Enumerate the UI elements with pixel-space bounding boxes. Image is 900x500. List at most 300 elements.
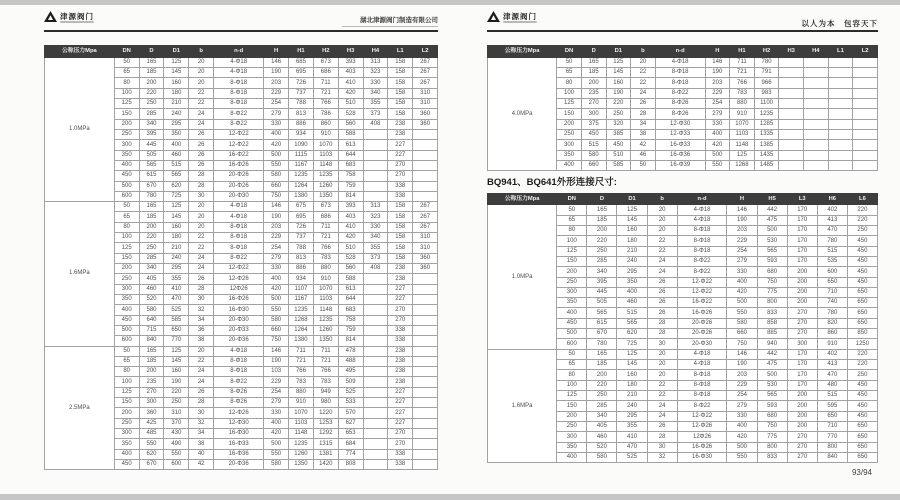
cell: 170	[787, 360, 817, 370]
column-header: H5	[757, 193, 787, 205]
cell: 103	[264, 367, 289, 377]
cell: 330	[705, 119, 730, 129]
cell: 200	[114, 408, 139, 418]
cell: 565	[617, 318, 647, 328]
cell: 758	[338, 171, 363, 181]
cell: 613	[338, 284, 363, 294]
cell: 270	[787, 329, 817, 339]
cell: 200	[557, 411, 587, 421]
cell: 1264	[289, 325, 314, 335]
cell: 505	[587, 298, 617, 308]
cell: 350	[114, 150, 139, 160]
cell: 1070	[313, 284, 338, 294]
cell: 726	[289, 222, 314, 232]
cell: 300	[557, 287, 587, 297]
cell: 400	[264, 129, 289, 139]
cell: 300	[139, 398, 164, 408]
cell: 279	[705, 109, 730, 119]
cell: 150	[114, 253, 139, 263]
cell	[363, 181, 388, 191]
cell: 373	[363, 109, 388, 119]
column-header: H2	[754, 46, 779, 58]
column-header: 公称压力Mpa	[45, 46, 115, 58]
cell: 22	[647, 380, 677, 390]
cell: 20	[189, 346, 214, 356]
cell: 229	[264, 233, 289, 243]
cell: 525	[617, 452, 647, 462]
cell: 8-Φ26	[214, 387, 264, 397]
cell: 613	[338, 140, 363, 150]
cell: 330	[264, 119, 289, 129]
cell: 100	[557, 236, 587, 246]
cell: 1115	[289, 150, 314, 160]
cell	[853, 57, 878, 67]
cell	[828, 150, 853, 160]
cell: 158	[388, 99, 413, 109]
cell: 20	[647, 215, 677, 225]
cell: 450	[847, 390, 877, 400]
cell: 650	[847, 308, 877, 318]
cell: 721	[313, 233, 338, 243]
cell	[804, 99, 829, 109]
mountain-logo-icon	[44, 9, 57, 27]
cell: 400	[557, 160, 582, 170]
cell: 8-Φ18	[214, 367, 264, 377]
cell: 886	[289, 119, 314, 129]
cell: 250	[557, 129, 582, 139]
cell: 1350	[289, 459, 314, 469]
cell: 530	[757, 380, 787, 390]
cell: 450	[114, 171, 139, 181]
cell: 860	[817, 329, 847, 339]
cell: 203	[727, 225, 757, 235]
cell: 450	[114, 459, 139, 469]
cell: 80	[114, 222, 139, 232]
cell: 180	[617, 380, 647, 390]
cell: 510	[338, 243, 363, 253]
cell: 711	[313, 78, 338, 88]
cell: 125	[114, 387, 139, 397]
cell	[363, 325, 388, 335]
cell: 775	[757, 432, 787, 442]
cell	[828, 57, 853, 67]
cell: 338	[388, 459, 413, 469]
cell: 170	[787, 370, 817, 380]
cell: 38	[189, 336, 214, 346]
cell: 200	[787, 298, 817, 308]
cell: 220	[847, 349, 877, 359]
cell: 12Φ26	[214, 284, 264, 294]
cell: 640	[139, 315, 164, 325]
company-name: 湖北津源阀门制造有限公司	[360, 17, 438, 24]
cell: 385	[606, 129, 631, 139]
cell	[363, 418, 388, 428]
column-header: D	[587, 193, 617, 205]
cell: 4-Φ18	[677, 349, 727, 359]
cell	[779, 68, 804, 78]
cell: 170	[787, 236, 817, 246]
cell: 533	[338, 398, 363, 408]
cell	[828, 109, 853, 119]
cell: 310	[413, 88, 438, 98]
cell: 673	[313, 57, 338, 67]
cell: 442	[757, 205, 787, 215]
cell: 350	[164, 129, 189, 139]
cell: 200	[587, 370, 617, 380]
cell: 250	[139, 99, 164, 109]
header-row	[45, 46, 438, 58]
cell: 26	[189, 160, 214, 170]
header-row	[488, 46, 878, 58]
cell: 270	[388, 160, 413, 170]
cell: 726	[289, 78, 314, 88]
cell: 250	[114, 274, 139, 284]
cell: 330	[727, 411, 757, 421]
cell: 570	[338, 408, 363, 418]
cell: 165	[587, 205, 617, 215]
cell: 500	[757, 370, 787, 380]
cell: 1350	[313, 191, 338, 201]
cell: 500	[727, 298, 757, 308]
cell: 800	[817, 442, 847, 452]
cell: 12-Φ22	[677, 287, 727, 297]
cell: 355	[363, 99, 388, 109]
cell: 254	[705, 99, 730, 109]
cell: 408	[363, 119, 388, 129]
cell: 158	[388, 57, 413, 67]
cell: 650	[817, 277, 847, 287]
cell: 50	[114, 202, 139, 212]
cell: 410	[617, 432, 647, 442]
bq941-bq641-dimension-table	[487, 193, 878, 464]
cell: 711	[313, 222, 338, 232]
cell: 20-Φ30	[214, 315, 264, 325]
cell: 650	[847, 318, 877, 328]
cell: 200	[787, 411, 817, 421]
cell	[413, 315, 438, 325]
cell: 250	[606, 109, 631, 119]
cell: 160	[164, 367, 189, 377]
cell: 146	[727, 349, 757, 359]
cell	[413, 356, 438, 366]
cell: 759	[338, 325, 363, 335]
cell: 1264	[289, 181, 314, 191]
cell	[363, 408, 388, 418]
cell: 24	[189, 367, 214, 377]
cell: 780	[754, 57, 779, 67]
cell: 910	[313, 129, 338, 139]
cell: 650	[847, 432, 877, 442]
cell: 20-Φ26	[677, 329, 727, 339]
cell: 460	[164, 150, 189, 160]
cell: 340	[587, 267, 617, 277]
cell: 403	[338, 68, 363, 78]
cell: 254	[727, 390, 757, 400]
cell	[363, 274, 388, 284]
table-row	[488, 349, 878, 359]
cell: 26	[189, 129, 214, 139]
cell: 910	[313, 274, 338, 284]
cell: 160	[617, 370, 647, 380]
cell: 840	[817, 452, 847, 462]
cell: 475	[757, 360, 787, 370]
cell: 420	[705, 140, 730, 150]
cell: 710	[817, 421, 847, 431]
cell	[853, 109, 878, 119]
cell: 12Φ26	[677, 432, 727, 442]
cell: 515	[817, 390, 847, 400]
cell	[363, 459, 388, 469]
column-header: D1	[164, 46, 189, 58]
cell: 20-Φ33	[214, 325, 264, 335]
cell: 180	[617, 236, 647, 246]
cell: 510	[606, 150, 631, 160]
cell: 28	[189, 181, 214, 191]
cell: 1070	[730, 119, 755, 129]
cell: 1235	[313, 315, 338, 325]
cell: 1292	[313, 429, 338, 439]
cell: 310	[413, 233, 438, 243]
cell: 125	[606, 57, 631, 67]
table-row	[45, 346, 438, 356]
cell: 8-Φ18	[214, 243, 264, 253]
cell	[363, 140, 388, 150]
cell: 450	[847, 267, 877, 277]
cell: 20	[189, 78, 214, 88]
cell: 146	[264, 202, 289, 212]
cell: 750	[757, 277, 787, 287]
cell: 150	[114, 109, 139, 119]
cell: 395	[139, 129, 164, 139]
cell: 650	[847, 442, 877, 452]
cell: 22	[647, 246, 677, 256]
cell: 285	[139, 109, 164, 119]
cell	[363, 150, 388, 160]
cell: 270	[787, 442, 817, 452]
cell: 338	[388, 181, 413, 191]
cell: 270	[787, 432, 817, 442]
cell: 22	[189, 243, 214, 253]
cell: 220	[139, 88, 164, 98]
cell: 880	[289, 387, 314, 397]
cell: 8-Φ18	[214, 99, 264, 109]
cell: 660	[264, 325, 289, 335]
cell: 500	[557, 329, 587, 339]
cell: 505	[139, 150, 164, 160]
cell: 16-Φ30	[677, 452, 727, 462]
cell: 190	[705, 68, 730, 78]
cell: 270	[139, 387, 164, 397]
cell: 227	[388, 150, 413, 160]
cell	[804, 109, 829, 119]
cell: 783	[289, 377, 314, 387]
cell: 279	[727, 256, 757, 266]
cell: 20-Φ26	[214, 181, 264, 191]
cell: 450	[847, 277, 877, 287]
cell: 200	[114, 264, 139, 274]
cell: 65	[114, 212, 139, 222]
cell: 1381	[313, 449, 338, 459]
cell: 660	[581, 160, 606, 170]
cell: 20-Φ26	[677, 318, 727, 328]
cell: 145	[617, 360, 647, 370]
cell	[413, 418, 438, 428]
cell: 150	[557, 109, 582, 119]
cell: 190	[264, 212, 289, 222]
cell: 1268	[289, 315, 314, 325]
cell: 323	[363, 68, 388, 78]
cell: 8-Φ18	[214, 222, 264, 232]
cell: 160	[606, 78, 631, 88]
cell: 670	[139, 181, 164, 191]
cell: 1253	[313, 418, 338, 428]
cell: 833	[757, 308, 787, 318]
cell: 24	[189, 119, 214, 129]
cell: 20-Φ26	[214, 171, 264, 181]
cell: 560	[338, 264, 363, 274]
cell: 40	[189, 449, 214, 459]
cell: 515	[164, 160, 189, 170]
cell: 711	[313, 346, 338, 356]
cell: 30	[647, 339, 677, 349]
cell: 165	[139, 346, 164, 356]
section-heading: BQ941、BQ641外形连接尺寸:	[487, 177, 617, 189]
cell: 200	[139, 78, 164, 88]
cell: 250	[587, 390, 617, 400]
cell: 65	[557, 68, 582, 78]
cell	[779, 88, 804, 98]
cell: 185	[587, 360, 617, 370]
cell: 235	[139, 377, 164, 387]
cell: 520	[139, 294, 164, 304]
cell: 593	[757, 401, 787, 411]
cell: 158	[388, 88, 413, 98]
cell: 550	[164, 449, 189, 459]
cell: 509	[338, 377, 363, 387]
cell: 50	[114, 57, 139, 67]
cell: 980	[313, 398, 338, 408]
cell: 510	[338, 99, 363, 109]
cell: 36	[189, 325, 214, 335]
cell: 200	[787, 267, 817, 277]
cell: 350	[557, 150, 582, 160]
cell	[363, 315, 388, 325]
cell	[779, 150, 804, 160]
cell	[413, 284, 438, 294]
cell: 185	[139, 356, 164, 366]
cell: 1235	[313, 171, 338, 181]
cell: 373	[363, 253, 388, 263]
cell: 238	[388, 274, 413, 284]
cell: 229	[727, 380, 757, 390]
cell: 20	[647, 349, 677, 359]
cell: 250	[587, 246, 617, 256]
cell: 595	[817, 401, 847, 411]
cell: 165	[587, 349, 617, 359]
cell: 375	[581, 119, 606, 129]
cell: 12-Φ26	[677, 421, 727, 431]
cell: 565	[164, 171, 189, 181]
cell	[804, 140, 829, 150]
cell: 34	[189, 315, 214, 325]
slogan-text: 以人为本 包容天下	[801, 18, 878, 28]
cell: 450	[847, 380, 877, 390]
cell: 1485	[754, 160, 779, 170]
cell	[363, 336, 388, 346]
cell: 254	[264, 243, 289, 253]
cell: 478	[338, 346, 363, 356]
cell: 650	[847, 452, 877, 462]
cell: 279	[264, 109, 289, 119]
cell: 200	[139, 222, 164, 232]
cell: 338	[388, 336, 413, 346]
cell: 580	[264, 459, 289, 469]
cell: 20-Φ30	[214, 191, 264, 201]
cell: 26	[647, 298, 677, 308]
cell: 300	[581, 109, 606, 119]
cell: 125	[114, 243, 139, 253]
column-header: H1	[730, 46, 755, 58]
cell: 65	[557, 215, 587, 225]
cell: 8-Φ18	[214, 356, 264, 366]
cell: 26	[189, 140, 214, 150]
cell: 445	[587, 287, 617, 297]
cell: 400	[727, 421, 757, 431]
cell: 370	[164, 418, 189, 428]
cell: 200	[581, 78, 606, 88]
cell: 24	[647, 256, 677, 266]
cell: 627	[338, 418, 363, 428]
cell	[363, 305, 388, 315]
cell	[363, 191, 388, 201]
cell: 270	[787, 452, 817, 462]
cell: 910	[730, 109, 755, 119]
cell: 125	[164, 346, 189, 356]
cell: 737	[289, 88, 314, 98]
cell: 323	[363, 212, 388, 222]
cell: 32	[647, 452, 677, 462]
cell: 620	[617, 329, 647, 339]
cell: 146	[264, 346, 289, 356]
cell: 285	[587, 401, 617, 411]
cell: 16-Φ26	[677, 308, 727, 318]
cell: 285	[587, 256, 617, 266]
cell: 250	[139, 243, 164, 253]
cell	[853, 160, 878, 170]
cell: 860	[313, 119, 338, 129]
cell: 22	[631, 78, 656, 88]
cell: 279	[727, 401, 757, 411]
cell: 934	[289, 274, 314, 284]
cell: 229	[727, 236, 757, 246]
cell: 600	[114, 336, 139, 346]
cell: 180	[164, 233, 189, 243]
cell: 791	[754, 68, 779, 78]
cell: 400	[727, 277, 757, 287]
cell: 400	[114, 449, 139, 459]
cell: 185	[587, 215, 617, 225]
cell: 310	[413, 99, 438, 109]
cell	[413, 439, 438, 449]
cell	[413, 129, 438, 139]
cell: 203	[264, 222, 289, 232]
cell	[804, 78, 829, 88]
cell: 593	[757, 256, 787, 266]
column-header: 公称压力Mpa	[488, 193, 557, 205]
cell: 8-Φ26	[655, 99, 705, 109]
cell: 12-Φ26	[214, 408, 264, 418]
cell: 580	[264, 171, 289, 181]
